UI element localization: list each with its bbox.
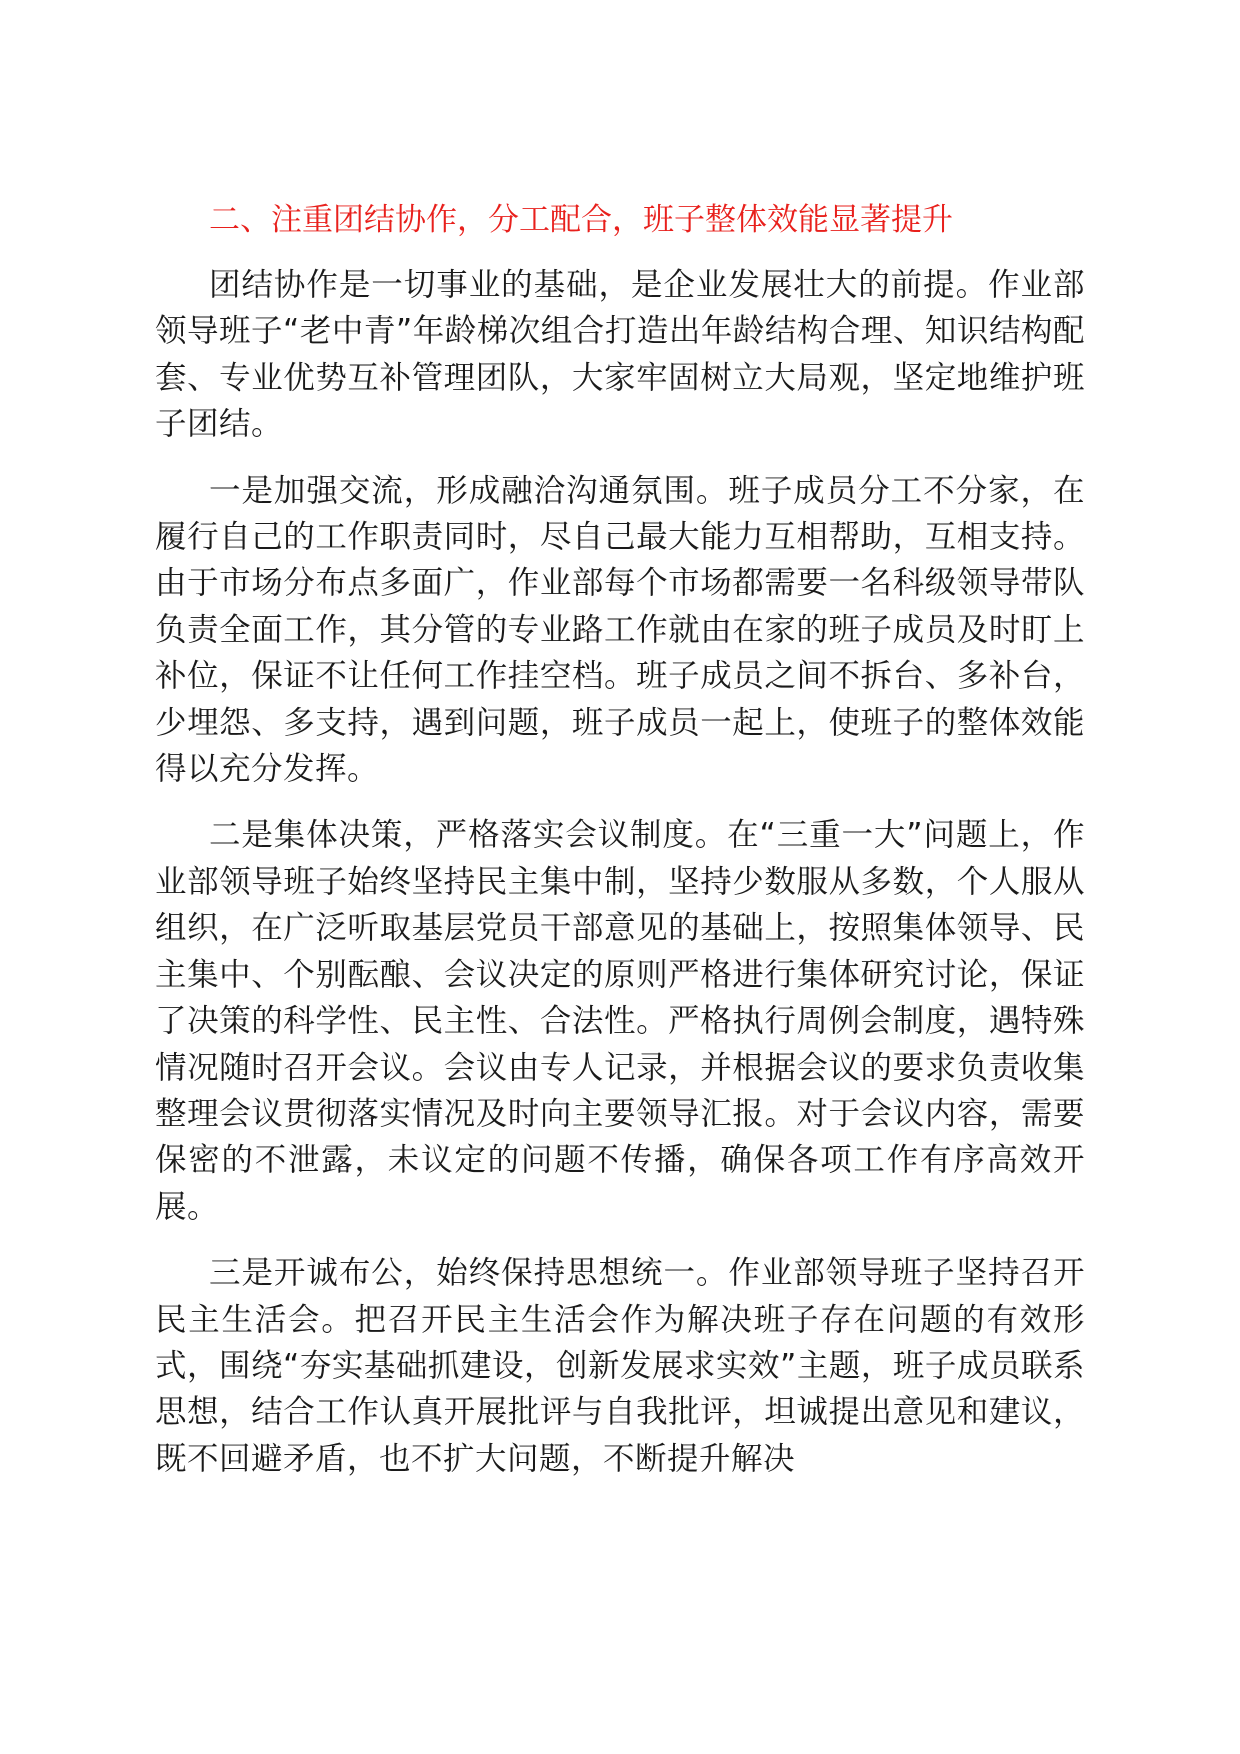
paragraph-collective-decision: 二是集体决策，严格落实会议制度。在“三重一大”问题上，作业部领导班子始终坚持民主集中制，坚持少数服从多数，个人服从组织，在广泛听取基层党员干部意见的基础上，按照集体领导、民主集中、个别酝酿、会议决定的原则严格进行集体研究讨论，保证了决策的科学性、民主性、合法性。严格执行周例会制度，遇特殊情况随时召开会议。会议由专人记录，并根据会议的要求负责收集整理会议贯彻落实情况及时向主要领导汇报。对于会议内容，需要保密的不泄露，未议定的问题不传播，确保各项工作有序高效开展。 — [155, 817, 1085, 1225]
section-heading: 二、注重团结协作，分工配合，班子整体效能显著提升 — [209, 202, 953, 238]
paragraph-communication: 一是加强交流，形成融洽沟通氛围。班子成员分工不分家，在履行自己的工作职责同时，尽自己最大能力互相帮助，互相支持。由于市场分布点多面广，作业部每个市场都需要一名科级领导带队负责全面工作，其分管的专业路工作就由在家的班子成员及时盯上补位，保证不让任何工作挂空档。班子成员之间不拆台、多补台，少埋怨、多支持，遇到问题，班子成员一起上，使班子的整体效能得以充分发挥。 — [155, 472, 1085, 788]
paragraph-intro: 团结协作是一切事业的基础，是企业发展壮大的前提。作业部领导班子“老中青”年龄梯次组合打造出年龄结构合理、知识结构配套、专业优势互补管理团队，大家牢固树立大局观，坚定地维护班子团结。 — [155, 267, 1085, 443]
paragraph-openness: 三是开诚布公，始终保持思想统一。作业部领导班子坚持召开民主生活会。把召开民主生活会作为解决班子存在问题的有效形式，围绕“夯实基础抓建设，创新发展求实效”主题，班子成员联系思想，结合工作认真开展批评与自我批评，坦诚提出意见和建议，既不回避矛盾，也不扩大问题，不断提升解决 — [155, 1255, 1085, 1477]
document-page — [155, 196, 1085, 1482]
